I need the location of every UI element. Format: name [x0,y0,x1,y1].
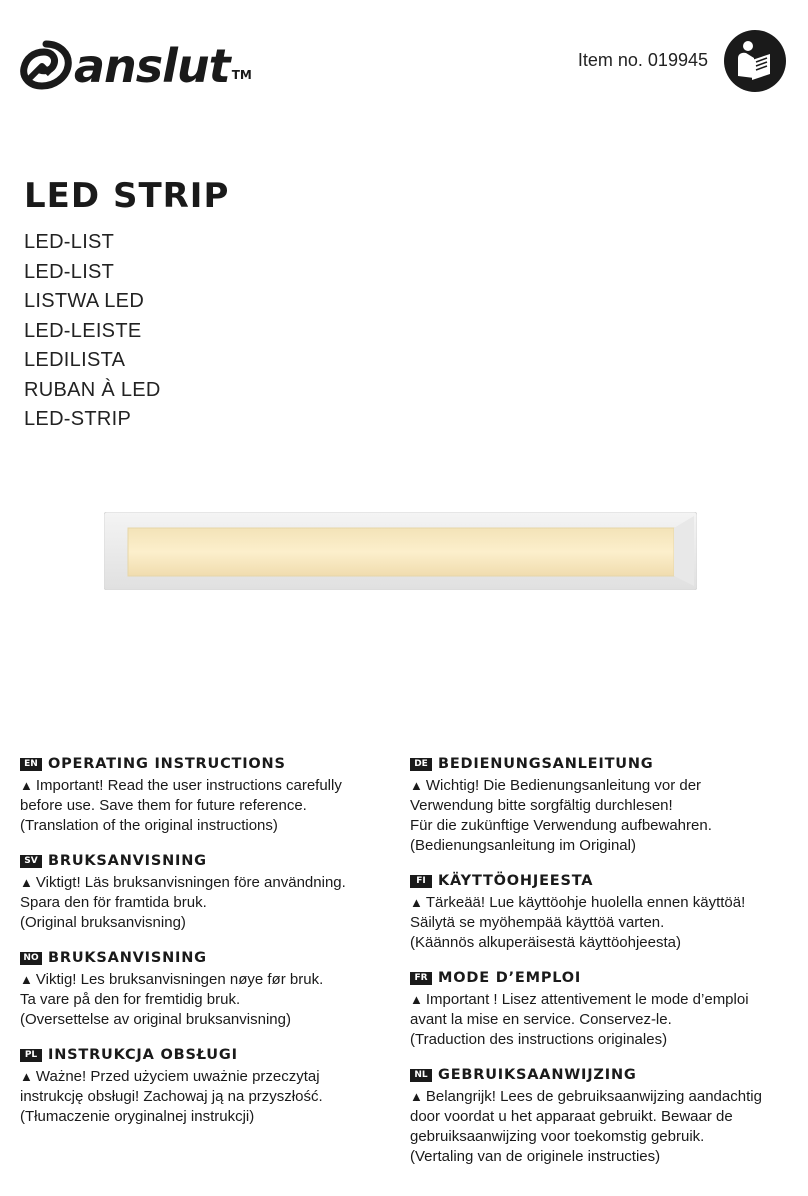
section-line: Viktigt! Läs bruksanvisningen före användning. [35,874,346,891]
section-line: instrukcję obsługi! Zachowaj ją na przyszłość. [20,1088,323,1105]
translation-pl: LISTWA LED [24,290,145,312]
section-fi [410,869,800,953]
section-line: (Translation of the original instructions) [20,817,278,834]
read-manual-icon [724,30,786,92]
item-number: Item no. 019945 [577,50,708,70]
section-title-fi: KÄYTTÖOHJEESTA [438,873,594,889]
section-nl [410,1063,800,1167]
section-en [20,752,390,836]
section-line: Important! Read the user instructions carefully [35,777,342,794]
section-title-fr: MODE D’EMPLOI [438,970,582,986]
lang-badge-en: EN [20,758,42,771]
lang-badge-no: NO [20,952,42,965]
section-no [20,946,390,1030]
section-line: (Vertaling van de originele instructies) [410,1148,661,1165]
warning-triangle-icon: ▲ [20,875,33,890]
section-line: Viktig! Les bruksanvisningen nøye før bruk. [35,971,324,988]
section-line: avant la mise en service. Conservez-le. [410,1011,672,1028]
warning-triangle-icon: ▲ [20,1069,33,1084]
lang-badge-sv: SV [20,855,42,868]
section-fr [410,966,800,1050]
warning-triangle-icon: ▲ [410,992,423,1007]
section-title-de: BEDIENUNGSANLEITUNG [438,756,654,772]
section-line: Tärkeää! Lue käyttöohje huolella ennen käyttöä! [425,894,746,911]
section-line: Wichtig! Die Bedienungsanleitung vor der [425,777,702,794]
lang-badge-fr: FR [410,972,432,985]
warning-triangle-icon: ▲ [410,1089,423,1104]
section-title-pl: INSTRUKCJA OBSŁUGI [48,1047,238,1063]
lang-badge-fi: FI [410,875,432,888]
led-strip-product-image [104,512,697,590]
translation-nl: LED-STRIP [24,408,132,430]
section-line: before use. Save them for future reference. [20,797,307,814]
lang-badge-de: DE [410,758,432,771]
warning-triangle-icon: ▲ [410,778,423,793]
section-line: Spara den för framtida bruk. [20,894,207,911]
section-line: (Tłumaczenie oryginalnej instrukcji) [20,1108,255,1125]
section-line: (Bedienungsanleitung im Original) [410,837,636,854]
title-translations [24,228,161,435]
translation-no: LED-LIST [24,260,115,283]
section-line: Säilytä se myöhempää käyttöä varten. [410,914,665,931]
section-line: (Original bruksanvisning) [20,914,186,931]
translation-fi: LEDILISTA [24,349,126,371]
section-line: Important ! Lisez attentivement le mode d’emploi [425,991,749,1008]
section-line: door voordat u het apparaat gebruikt. Bewaar de [410,1108,733,1125]
anslut-logo-mark-icon [20,40,72,90]
brand-logo [20,30,252,93]
section-title-sv: BRUKSANVISNING [48,853,207,869]
section-pl [20,1043,390,1127]
section-line: (Traduction des instructions originales) [410,1031,668,1048]
lang-badge-nl: NL [410,1069,432,1082]
section-line: (Oversettelse av original bruksanvisning) [20,1011,291,1028]
section-title-nl: GEBRUIKSAANWIJZING [438,1067,637,1083]
section-line: Für die zukünftige Verwendung aufbewahren. [410,817,712,834]
translation-de: LED-LEISTE [24,319,142,342]
section-line: Ta vare på den for fremtidig bruk. [20,991,241,1008]
section-line: (Käännös alkuperäisestä käyttöohjeesta) [410,934,681,951]
section-de [410,752,800,856]
brand-name: anslut [74,39,230,93]
section-title-en: OPERATING INSTRUCTIONS [48,756,286,772]
instructions-right-column [410,752,800,1180]
section-line: Verwendung bitte sorgfältig durchlesen! [410,797,673,814]
section-line: Belangrijk! Lees de gebruiksaanwijzing aandachtig [425,1088,762,1105]
translation-sv: LED-LIST [24,231,115,253]
instructions-left-column [20,752,390,1140]
section-title-no: BRUKSANVISNING [48,950,207,966]
warning-triangle-icon: ▲ [20,778,33,793]
section-line: Ważne! Przed użyciem uważnie przeczytaj [35,1068,320,1085]
warning-triangle-icon: ▲ [410,895,423,910]
warning-triangle-icon: ▲ [20,972,33,987]
product-title: LED STRIP [24,176,230,216]
section-sv [20,849,390,933]
trademark: TM [231,68,252,82]
lang-badge-pl: PL [20,1049,42,1062]
section-line: gebruiksaanwijzing voor toekomstig gebruik. [410,1128,705,1145]
translation-fr: RUBAN À LED [24,378,161,401]
